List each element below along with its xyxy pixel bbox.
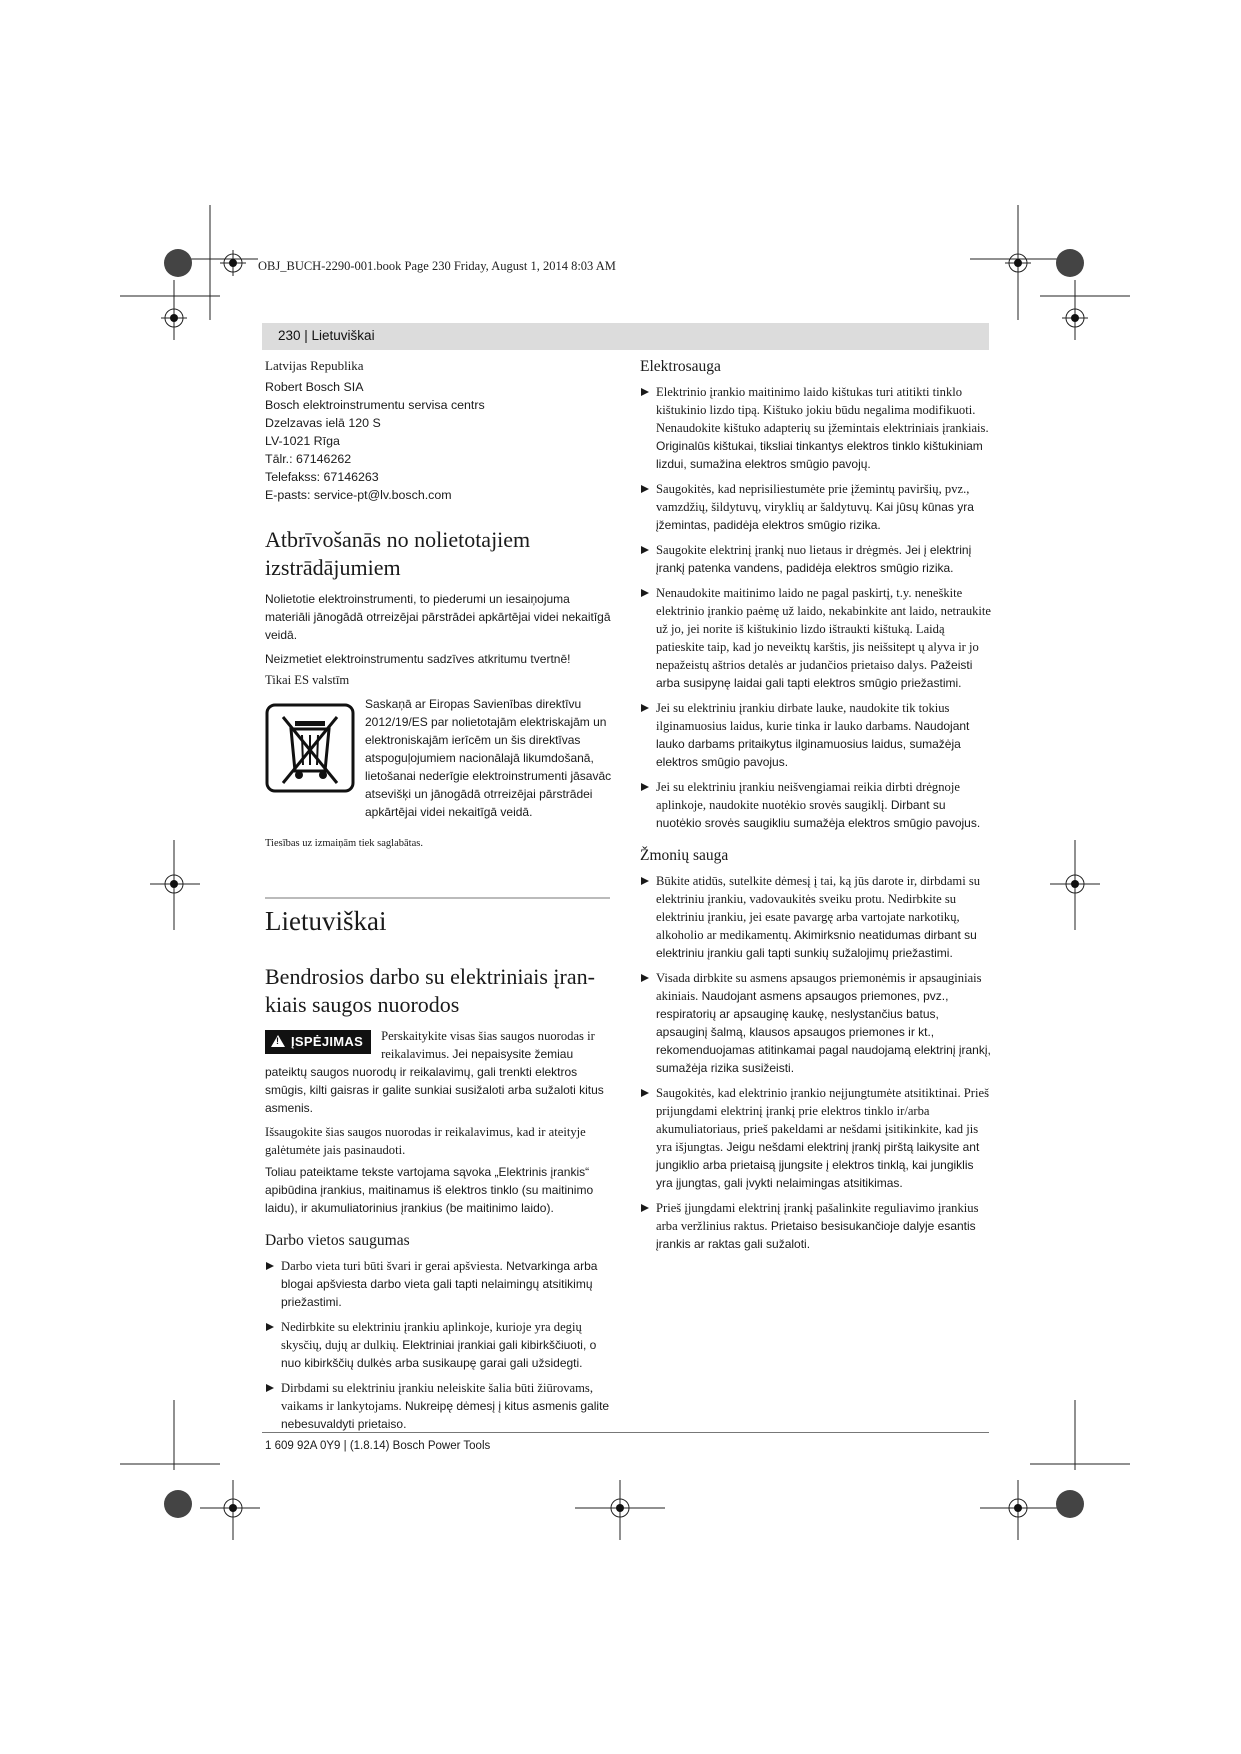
footer-text: 1 609 92A 0Y9 | (1.8.14) Bosch Power Tools xyxy=(265,1440,491,1452)
list-item-detail: Akimirksnio neatidumas dirbant su elektriniu įrankiu gali tapti sunkių sužalojimų priežastimi. xyxy=(656,928,977,960)
book-info-line: OBJ_BUCH-2290-001.book Page 230 Friday, August 1, 2014 8:03 AM xyxy=(258,259,616,273)
list-item xyxy=(265,1257,615,1311)
disposal-heading-line1: Atbrīvošanās no nolietotajiem xyxy=(265,527,531,552)
list-item xyxy=(640,1084,992,1192)
disposal-heading-line2: izstrādājumiem xyxy=(265,555,401,580)
list-item-detail: Originalūs kištukai, tiksliai tinkantys elektros tinklo kištukiniam lizdui, sumažina elektros smūgio pavojų. xyxy=(656,439,983,471)
list-item-detail: Nukreipę dėmesį į kitus asmenis galite nebesuvaldyti prietaiso. xyxy=(281,1399,610,1431)
warning-detail-text: Jei nepaisysite žemiau pateiktų saugos nuorodų ir reikalavimų, gali trenkti elektros smūgis, kilti gaisras ir galite sunkiai susižaloti arba sužaloti kitus asmenis. xyxy=(265,1047,604,1115)
list-item xyxy=(640,541,992,577)
address-line: LV-1021 Rīga xyxy=(265,434,340,448)
list-item xyxy=(640,699,992,771)
list-item-lead: Dirbdami su elektriniu įrankiu neleiskite šalia būti žiūrovams, vaikams ir lankytojams. xyxy=(281,1381,593,1413)
right-column xyxy=(640,357,992,1260)
list-item-detail: Kai jūsų kūnas yra įžemintas, padidėja elektros smūgio rizika. xyxy=(656,500,974,532)
list-item-lead: Prieš įjungdami elektrinį įrankį pašalinkite reguliavimo įrankius arba veržlinius raktus. xyxy=(656,1201,979,1233)
section-divider xyxy=(265,897,610,899)
weee-directive-text: Saskaņā ar Eiropas Savienības direktīvu 2012/19/ES par nolietotajām elektriskajām un elektroniskajām ierīcēm un šis direktīvas atspoguļojumiem nacionālajā likumdošanā, lietošanai nederīgie elektroinstrumenti jāsavāc atsevišķi un jānogādā otrreizējai pārstrādei apkārtējai videi nekaitīgā veidā. xyxy=(365,697,612,819)
service-address xyxy=(265,378,615,504)
list-item xyxy=(640,1199,992,1253)
warning-badge xyxy=(265,1030,371,1054)
keep-instructions-text: Išsaugokite šias saugos nuorodas ir reikalavimus, kad ir ateityje galėtumėte jais pasinaudoti. xyxy=(265,1125,586,1157)
list-item-detail: Jei į elektrinį įrankį patenka vandens, padidėja elektros smūgio rizika. xyxy=(656,543,972,575)
list-item-detail: Jeigu nešdami elektrinį įrankį pirštą laikysite ant jungiklio arba prietaisą įjungsite į elektros tinklą, kai jungiklis yra įjungtas, gali įvykti nelaimingas atsitikimas. xyxy=(656,1140,980,1190)
general-safety-heading-line1: Bendrosios darbo su elektriniais įran- xyxy=(265,964,595,989)
list-item xyxy=(640,480,992,534)
list-item xyxy=(265,1318,615,1372)
address-line: Dzelzavas ielā 120 S xyxy=(265,416,381,430)
list-item xyxy=(265,1379,615,1433)
address-line: Telefakss: 67146263 xyxy=(265,470,379,484)
general-safety-heading-line2: kiais saugos nuorodos xyxy=(265,992,460,1017)
disposal-heading xyxy=(265,526,615,582)
list-item-lead: Saugokitės, kad elektrinio įrankio neįjungtumėte atsitiktinai. Prieš prijungdami elektrinį įrankį prie elektros tinklo ir/arba akumuliatoriaus, prieš pakeldami ar nešdami įsitikinkite, kad jis yra išjungtas. xyxy=(656,1086,989,1154)
warning-block xyxy=(265,1027,615,1117)
electrical-safety-heading: Elektrosauga xyxy=(640,358,721,375)
list-item-detail: Elektriniai įrankiai gali kibirkščiuoti, o nuo kibirkščių dulkės arba susikaupę garai gali užsidegti. xyxy=(281,1338,597,1370)
warning-lead-text: Perskaitykite visas šias saugos nuorodas ir reikalavimus. xyxy=(381,1029,595,1061)
list-item xyxy=(640,383,992,473)
list-item-lead: Elektrinio įrankio maitinimo laido kištukas turi atitikti tinklo kištukinio lizdo tipą. Kištuko jokiu būdu negalima modifikuoti. Nenaudokite kištuko adapterių su įžemintais elektriniais įrankiais. xyxy=(656,385,989,435)
list-item-detail: Naudojant asmens apsaugos priemones, pvz., respiratorių ar apsauginę kaukę, neslystančius batus, apsauginį šalmą, klausos apsaugos priemones ir kt., rekomenduojamas atitinkamai pagal naudojamą elektrinį įrankį, sumažėja rizika susižeisti. xyxy=(656,989,991,1075)
list-item-lead: Darbo vieta turi būti švari ir gerai apšviesta. xyxy=(281,1259,503,1273)
left-column xyxy=(265,357,615,1440)
warning-label: ĮSPĖJIMAS xyxy=(291,1034,364,1049)
language-title: Lietuviškai xyxy=(265,906,387,936)
eu-only-label: Tikai ES valstīm xyxy=(265,673,350,687)
list-item xyxy=(640,584,992,692)
list-item-lead: Būkite atidūs, sutelkite dėmesį į tai, ką jūs darote ir, dirbdami su elektriniu įrankiu, vadovaukitės sveiku protu. Nedirbkite su elektriniu įrankiu, jei esate pavargę arba vartojate narkotikų, alkoholio ar medikamentų. xyxy=(656,874,981,942)
weee-block xyxy=(265,695,615,821)
address-line: Tālr.: 67146262 xyxy=(265,452,352,466)
warning-triangle-icon xyxy=(271,1035,285,1047)
list-item-detail: Prietaiso besisukančioje dalyje esantis įrankis ar raktas gali sužaloti. xyxy=(656,1219,976,1251)
list-item-lead: Jei su elektriniu įrankiu dirbate lauke, naudokite tik tokius ilginamuosius laidus, kurie tinka ir lauko darbams. xyxy=(656,701,950,733)
list-item xyxy=(640,872,992,962)
list-item-lead: Nenaudokite maitinimo laido ne pagal paskirtį, t.y. neneškite elektrinio įrankio paėmę už laido, nekabinkite ant laido, netraukite už jo, jei norite iš kištukinio lizdo ištraukti kištuką. Laidą patieskite taip, kad jo neveiktų karštis, jis neišsitept ų alyva ir jo nepažeistų aštrios detalės ar judančios prietaiso dalys. xyxy=(656,586,992,672)
disposal-warning: Neizmetiet elektroinstrumentu sadzīves atkritumu tvertnē! xyxy=(265,652,571,666)
power-tool-definition: Toliau pateiktame tekste vartojama sąvoka „Elektrinis įrankis“ apibūdina įrankius, maitinamus iš elektros tinklo (su maitinimo laidu), ir akumuliatorinius įrankius (be maitinimo laido). xyxy=(265,1165,594,1215)
workplace-safety-heading: Darbo vietos saugumas xyxy=(265,1232,410,1249)
list-item-lead: Jei su elektriniu įrankiu neišvengiamai reikia dirbti drėgnoje aplinkoje, naudokite nuotėkio srovės saugiklį. xyxy=(656,780,960,812)
footer-rule xyxy=(262,1432,989,1433)
list-item-lead: Saugokitės, kad neprisiliestumėte prie įžemintų paviršių, pvz., vamzdžių, šildytuvų, viryklių ar šaldytuvų. xyxy=(656,482,970,514)
address-line: Bosch elektroinstrumentu servisa centrs xyxy=(265,398,485,412)
list-item xyxy=(640,778,992,832)
list-item-detail: Dirbant su nuotėkio srovės saugikliu sumažėja elektros smūgio pavojus. xyxy=(656,798,981,830)
address-line: E-pasts: service-pt@lv.bosch.com xyxy=(265,488,452,502)
address-line: Robert Bosch SIA xyxy=(265,380,364,394)
list-item-lead: Visada dirbkite su asmens apsaugos priemonėmis ir apsauginiais akiniais. xyxy=(656,971,982,1003)
list-item-detail: Pažeisti arba susipynę laidai gali tapti elektros smūgio priežastimi. xyxy=(656,658,973,690)
page-header-label: 230 | Lietuviškai xyxy=(278,328,375,343)
personal-safety-heading: Žmonių sauga xyxy=(640,847,729,864)
list-item-lead: Nedirbkite su elektriniu įrankiu aplinkoje, kurioje yra degių skysčių, dujų ar dulkių. xyxy=(281,1320,582,1352)
list-item xyxy=(640,969,992,1077)
list-item-detail: Naudojant lauko darbams pritaikytus ilginamuosius laidus, sumažėja elektros smūgio pavojus. xyxy=(656,719,970,769)
general-safety-heading xyxy=(265,963,615,1019)
disposal-paragraph: Nolietotie elektroinstrumenti, to piederumi un iesaiņojuma materiāli jānogādā otrreizējai pārstrādei apkārtējai videi nekaitīgā veidā. xyxy=(265,592,611,642)
rights-reserved: Tiesības uz izmaiņām tiek saglabātas. xyxy=(265,838,423,849)
list-item-lead: Saugokite elektrinį įrankį nuo lietaus ir drėgmės. xyxy=(656,543,902,557)
list-item-detail: Netvarkinga arba blogai apšviesta darbo vieta gali tapti nelaimingų atsitikimų priežastimi. xyxy=(281,1259,598,1309)
crossed-bin-icon xyxy=(265,703,355,793)
address-country: Latvijas Republika xyxy=(265,358,364,373)
